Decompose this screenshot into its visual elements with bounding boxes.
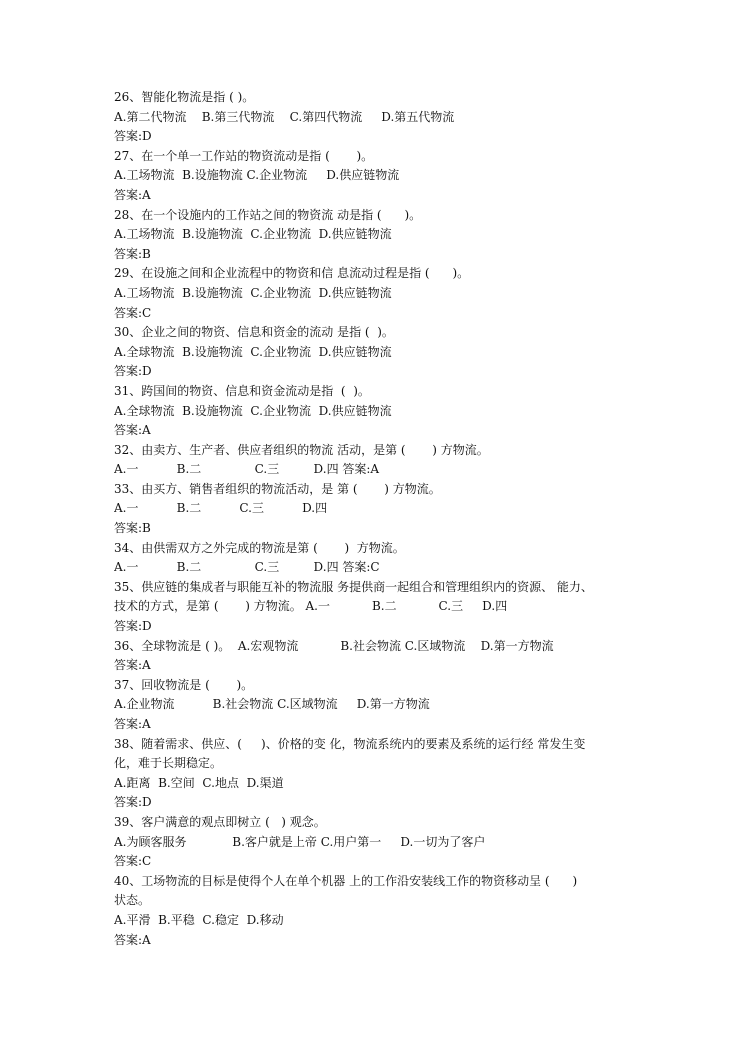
question-29: 29、在设施之间和企业流程中的物资和信 息流动过程是指 ( )。 <box>114 266 470 281</box>
question-35-continued: 技术的方式，是第 ( ) 方物流。 A.一 B.二 C.三 D.四 <box>114 599 508 614</box>
question-26: 26、智能化物流是指 ( )。 <box>114 90 255 104</box>
options-39: A.为顾客服务 B.客户就是上帝 C.用户第一 D.一切为了客户 <box>114 834 486 849</box>
answer-30: 答案:D <box>114 364 152 379</box>
answer-31: 答案:A <box>114 423 151 438</box>
answer-35: 答案:D <box>114 619 152 634</box>
answer-33: 答案:B <box>114 521 151 536</box>
options-38: A.距离 B.空间 C.地点 D.渠道 <box>114 775 284 790</box>
options-27: A.工场物流 B.设施物流 C.企业物流 D.供应链物流 <box>114 168 400 183</box>
answer-37: 答案:A <box>114 717 151 731</box>
answer-40: 答案:A <box>114 932 151 947</box>
question-27: 27、在一个单一工作站的物资流动是指 ( )。 <box>114 148 374 163</box>
question-38-continued: 化，难于长期稳定。 <box>114 756 223 771</box>
answer-29: 答案:C <box>114 305 152 320</box>
question-34: 34、由供需双方之外完成的物流是第 ( ) 方物流。 <box>114 540 405 555</box>
options-40: A.平滑 B.平稳 C.稳定 D.移动 <box>114 912 284 927</box>
question-39: 39、客户满意的观点即树立 ( ) 观念。 <box>114 814 326 829</box>
answer-36: 答案:A <box>114 658 151 673</box>
question-32: 32、由卖方、生产者、供应者组织的物流 活动，是第 ( ) 方物流。 <box>114 442 489 457</box>
options-30: A.全球物流 B.设施物流 C.企业物流 D.供应链物流 <box>114 344 392 359</box>
answer-39: 答案:C <box>114 854 152 869</box>
answer-38: 答案:D <box>114 795 152 810</box>
question-31: 31、跨国间的物资、信息和资金流动是指 ( )。 <box>114 383 370 398</box>
question-37: 37、回收物流是 ( )。 <box>114 677 254 692</box>
answer-26: 答案:D <box>114 129 152 144</box>
question-40: 40、工场物流的目标是使得个人在单个机器 上的工作沿安装线工作的物资移动呈 ( ) <box>114 873 578 888</box>
question-38: 38、随着需求、供应、( )、价格的变 化，物流系统内的要素及系统的运行经 常发生变 <box>114 736 586 751</box>
document-page <box>114 88 644 950</box>
answer-28: 答案:B <box>114 246 151 261</box>
question-36: 36、全球物流是 ( )。 A.宏观物流 B.社会物流 C.区域物流 D.第一方物流 <box>114 638 554 653</box>
options-26: A.第二代物流 B.第三代物流 C.第四代物流 D.第五代物流 <box>114 109 455 124</box>
options-answer-32: A.一 B.二 C.三 D.四 答案:A <box>114 462 380 477</box>
options-37: A.企业物流 B.社会物流 C.区域物流 D.第一方物流 <box>114 697 430 712</box>
answer-27: 答案:A <box>114 187 151 202</box>
question-40-continued: 状态。 <box>114 893 151 908</box>
options-33: A.一 B.二 C.三 D.四 <box>114 501 328 516</box>
options-29: A.工场物流 B.设施物流 C.企业物流 D.供应链物流 <box>114 285 392 300</box>
options-28: A.工场物流 B.设施物流 C.企业物流 D.供应链物流 <box>114 227 392 242</box>
question-30: 30、企业之间的物资、信息和资金的流动 是指 ( )。 <box>114 325 394 340</box>
options-answer-34: A.一 B.二 C.三 D.四 答案:C <box>114 560 380 575</box>
options-31: A.全球物流 B.设施物流 C.企业物流 D.供应链物流 <box>114 403 392 418</box>
question-33: 33、由买方、销售者组织的物流活动，是 第 ( ) 方物流。 <box>114 481 441 496</box>
question-35: 35、供应链的集成者与职能互补的物流服 务提供商一起组合和管理组织内的资源、 能力、 <box>114 579 593 594</box>
question-28: 28、在一个设施内的工作站之间的物资流 动是指 ( )。 <box>114 207 422 222</box>
